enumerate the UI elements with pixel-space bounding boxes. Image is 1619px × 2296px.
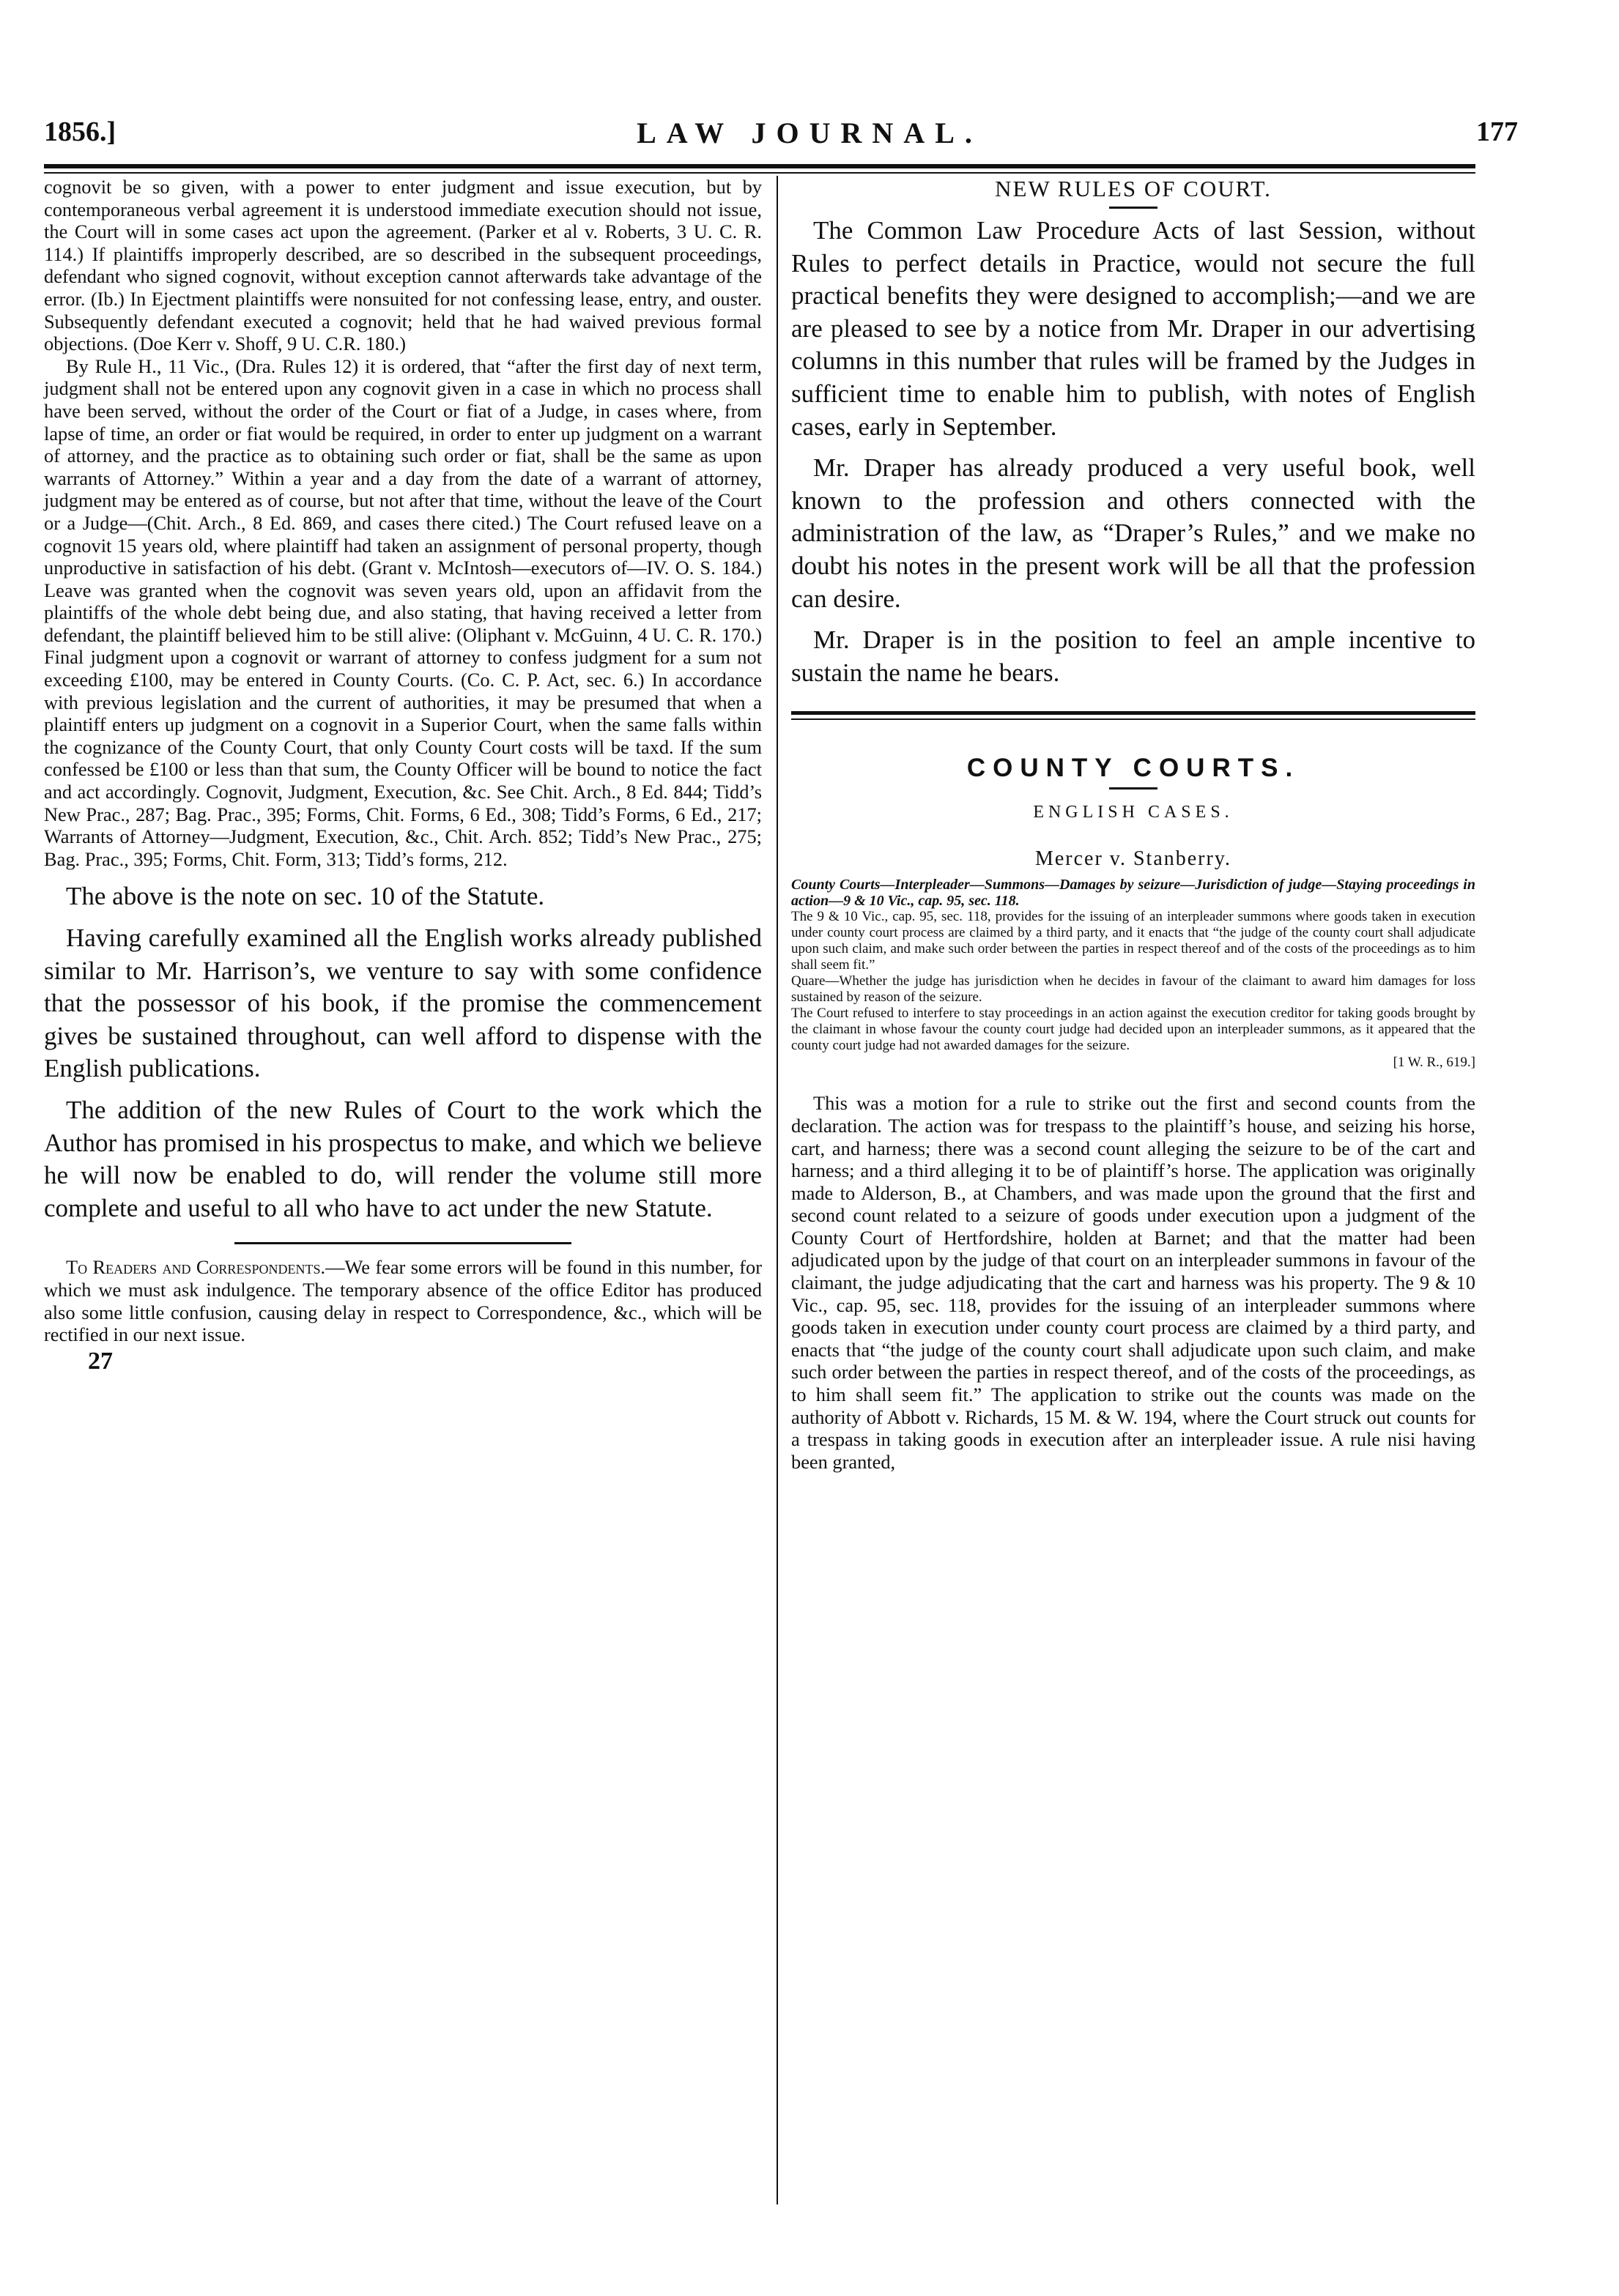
headnote-block — [791, 877, 1475, 1054]
new-rules-text — [791, 215, 1475, 689]
headnote-paragraph-1: The 9 & 10 Vic., cap. 95, sec. 118, provides for the issuing of an interpleader summons where goods taken in execution under county court process are claimed by a third party, and it enacts that “the judge of the county court shall adjudicate upon such claim, and make such order between the parties in respect thereof and of the costs of the proceedings as to him shall seem fit.” — [791, 909, 1475, 973]
review-text — [44, 880, 762, 1225]
right-column — [791, 176, 1475, 1473]
header-page-number: 177 — [1476, 116, 1518, 147]
header-rule-thin — [44, 172, 1475, 174]
note-paragraph-1: cognovit be so given, with a power to enter judgment and issue execution, but by contemporaneous verbal agreement it is understood immediate execution should not issue, the Court will in some cases act upon the agreement. (Parker et al v. Roberts, 3 U. C. R. 114.) If plaintiffs improperly described, are so described in the subsequent proceedings, defendant who signed cognovit, without exception cannot afterwards take advantage of the error. (Ib.) In Ejectment plaintiffs were nonsuited for not confessing lease, entry, and ouster. Subsequently defendant executed a cognovit; held that he had waived previous formal objections. (Doe Kerr v. Shoff, 9 U. C.R. 180.) — [44, 176, 762, 355]
header-title: LAW JOURNAL. — [637, 116, 982, 149]
folio-signature: 27 — [88, 1347, 113, 1375]
case-body-paragraph: This was a motion for a rule to strike out the first and second counts from the declaration. The action was for trespass to the plaintiff’s house, and seizing his horse, cart, and harness; there was a second count alleging the seizure to be of the cart and harness; and a third alleging it to be of plaintiff’s horse. The application was originally made to Alderson, B., at Chambers, and was made upon the ground that the first and second count related to a seizure of goods under execution upon a judgment of the County Court of Hertfordshire, holden at Barnet; and that the matter had been adjudicated upon by the judge of that court on an interpleader summons in favour of the claimant, the judge adjudicating that the cart and harness was his property. The 9 & 10 Vic., cap. 95, sec. 118, provides for the issuing of an interpleader summons where goods taken in execution under county court process are claimed by a third party, and enacts that “the judge of the county court shall adjudicate upon such claim, and make such order between the parties in respect thereof, and of the costs of the proceedings, as to him shall seem fit.” The application to strike out the counts was made on the authority of Abbott v. Richards, 15 M. & W. 194, where the Court struck out counts for a trespass in taking goods in execution after an interpleader issue. A rule nisi having been granted, — [791, 1092, 1475, 1473]
new-rules-title: NEW RULES OF COURT. — [995, 176, 1272, 201]
rules-paragraph-2: Mr. Draper has already produced a very useful book, well known to the profession and others connected with the administration of the law, as “Draper’s Rules,” and we make no doubt his notes in the present work will be all that the profession can desire. — [791, 453, 1475, 613]
headnote-paragraph-2: Quare—Whether the judge has jurisdiction when he decides in favour of the claimant to award him damages for loss sustained by reason of the seizure. — [791, 973, 1475, 1006]
header-year: 1856.] — [44, 116, 116, 147]
correspondents-heading: To Readers and Correspondents. — [66, 1256, 326, 1279]
review-paragraph-3: The addition of the new Rules of Court to the work which the Author has promised in his prospectus to make, and which we believe he will now be enabled to do, will render the volume still more complete and useful to all who have to act under the new Statute. — [44, 1095, 762, 1222]
county-title-rule — [1109, 787, 1157, 790]
section-rule — [234, 1242, 571, 1244]
review-paragraph-1: The above is the note on sec. 10 of the Statute. — [66, 882, 545, 911]
header-rule — [44, 164, 1475, 168]
case-name: Mercer v. Stanberry. — [1034, 847, 1232, 871]
title-rule — [1109, 207, 1157, 209]
english-cases-heading: ENGLISH CASES. — [1033, 803, 1234, 822]
case-body — [791, 1092, 1475, 1473]
county-courts-title: COUNTY COURTS. — [966, 754, 1300, 783]
column-divider — [777, 176, 778, 2204]
review-paragraph-2: Having carefully examined all the English works already published similar to Mr. Harrison’s, we venture to say with some confidence that the possessor of his book, if the promise the commencement gives be sustained throughout, can well afford to dispense with the English publications. — [44, 924, 762, 1083]
cognovit-notes — [44, 176, 762, 870]
headnote-paragraph-3: The Court refused to interfere to stay proceedings in an action against the execution creditor for taking goods brought by the claimant in whose favour the county court judge had decided upon an interpleader summons, as it appeared that the county court judge had not awarded damages for the seizure. — [791, 1006, 1475, 1054]
case-citation: [1 W. R., 619.] — [1393, 1055, 1475, 1071]
correspondents-text: —We fear some errors will be found in this number, for which we must ask indulgence. The temporary absence of the office Editor has produced also some little confusion, causing delay in respect to Correspondence, &c., which will be rectified in our next issue. — [44, 1256, 763, 1346]
running-header — [0, 116, 1619, 157]
correspondents-notice — [44, 1256, 762, 1345]
rules-paragraph-1: The Common Law Procedure Acts of last Session, without Rules to perfect details in Practice, would not secure the full practical benefits they were designed to accomplish;—and we are are pleased to see by a notice from Mr. Draper in our advertising columns in this number that rules will be framed by the Judges in sufficient time to enable him to publish, with notes of English cases, early in September. — [791, 216, 1475, 441]
rules-paragraph-3: Mr. Draper is in the position to feel an ample incentive to sustain the name he bears. — [791, 625, 1475, 687]
headnote-title: County Courts—Interpleader—Summons—Damages by seizure—Jurisdiction of judge—Staying proceedings in action—9 & 10 Vic., cap. 95, sec. 118. — [791, 877, 1475, 910]
double-rule — [791, 711, 1475, 720]
note-paragraph-2: By Rule H., 11 Vic., (Dra. Rules 12) it is ordered, that “after the first day of next term, judgment shall not be entered upon any cognovit given in a case in which no process shall have been served, without the order of the Court or fiat of a Judge, in cases where, from lapse of time, an order or fiat would be required, in order to enter up judgment on a warrant of attorney, and the practice as to obtaining such order or fiat, shall be the same as upon warrants of Attorney.” Within a year and a day from the date of a warrant of attorney, judgment may be entered as of course, but not after that time, without the leave of the Court or a Judge—(Chit. Arch., 8 Ed. 869, and cases there cited.) The Court refused leave on a cognovit 15 years old, where plaintiff had taken an assignment of personal property, though unproductive in satisfaction of his debt. (Grant v. McIntosh—executors of—IV. O. S. 184.) Leave was granted when the cognovit was seven years old, upon an affidavit from the plaintiffs of the whole debt being due, and also stating, that having received a letter from defendant, the plaintiff believed him to be still alive: (Oliphant v. McGuinn, 4 U. C. R. 170.) Final judgment upon a cognovit or warrant of attorney to confess judgment for a sum not exceeding £100, may be entered in County Courts. (Co. C. P. Act, sec. 6.) In accordance with previous legislation and the current of authorities, it may be presumed that when a plaintiff enters up judgment on a cognovit in a Superior Court, when the same falls within the cognizance of the County Court, that only County Court costs will be taxd. If the sum confessed be £100 or less than that sum, the County Officer will be bound to notice the fact and act accordingly. Cognovit, Judgment, Execution, &c. See Chit. Arch., 8 Ed. 844; Tidd’s New Prac., 287; Bag. Prac., 395; Forms, Chit. Forms, 6 Ed., 308; Tidd’s Forms, 6 Ed., 217; Warrants of Attorney—Judgment, Execution, &c., Chit. Arch. 852; Tidd’s New Prac., 275; Bag. Prac., 395; Forms, Chit. Form, 313; Tidd’s forms, 212. — [44, 354, 762, 870]
left-column — [44, 176, 762, 1375]
